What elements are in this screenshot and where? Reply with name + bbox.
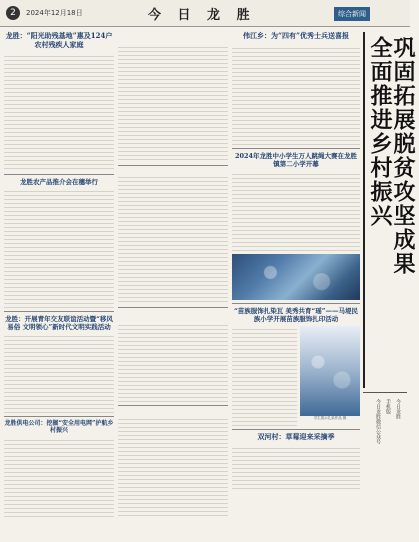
section-tag: 综合新闻 — [334, 7, 370, 21]
article-body — [4, 188, 114, 308]
news-photo — [232, 254, 360, 300]
article-body — [4, 437, 114, 517]
article-headline: 龙胜农产品推介会在穗举行 — [20, 177, 98, 186]
footer-wechat: 今日龙胜微信公众号 — [375, 399, 381, 444]
divider — [118, 307, 228, 308]
side-footer — [363, 392, 407, 541]
middle-column — [118, 32, 228, 537]
divider — [118, 165, 228, 166]
article-body — [232, 326, 297, 426]
masthead: 今 日 龙 胜 — [148, 8, 256, 23]
footer-brand: 今日龙胜 — [395, 399, 401, 419]
feature-title-line1: 巩固拓展脱贫攻坚成果 — [390, 36, 416, 276]
article-body — [118, 174, 228, 304]
article-headline: 龙胜供电公司：挖掘“安全用电网”护航乡村振兴 — [4, 419, 114, 435]
article-body — [118, 322, 228, 402]
article-body — [4, 333, 114, 413]
divider — [232, 429, 360, 430]
article-with-photo — [232, 326, 360, 426]
issue-date: 2024年12月18日 — [26, 9, 83, 17]
footer-mobile: 手机版 — [385, 399, 391, 414]
article-headline: 双河村：草莓迎来采摘季 — [257, 432, 335, 442]
divider — [118, 405, 228, 406]
article-body — [4, 53, 114, 171]
article-body — [232, 171, 360, 251]
article-headline: 伟江乡：为“四有”优秀士兵送喜报 — [242, 31, 350, 40]
divider — [4, 416, 114, 417]
article-headline: 2024年龙胜中小学生万人跳绳大赛在龙胜镇第二小学开幕 — [234, 151, 358, 168]
article-headline: 龙胜：“阳光助残基地”惠及124户农村残疾人家庭 — [5, 31, 113, 49]
photo-caption: 学生展示扎染作品 摄 — [313, 416, 347, 421]
page-header — [0, 0, 410, 27]
feature-title-line2: 全面推进乡村振兴 — [367, 36, 393, 228]
article-body — [232, 45, 360, 145]
article-headline: “苗族服饰扎染瓦 美秀共育“瑶”——马堤民族小学开展苗族服饰扎印活动 — [234, 307, 358, 324]
article-body — [118, 416, 228, 516]
news-photo — [300, 326, 360, 416]
article-body — [232, 445, 360, 489]
feature-title — [363, 32, 416, 388]
left-column — [4, 32, 114, 537]
divider — [232, 148, 360, 149]
page-number: 2 — [6, 6, 20, 20]
right-column — [232, 32, 360, 537]
article-headline: 龙胜：开展青年交友联谊活动暨“移风易俗 文明领心”新时代文明实践活动 — [5, 314, 113, 331]
divider — [4, 174, 114, 175]
article-body — [118, 44, 228, 162]
divider — [232, 303, 360, 304]
divider — [4, 311, 114, 312]
